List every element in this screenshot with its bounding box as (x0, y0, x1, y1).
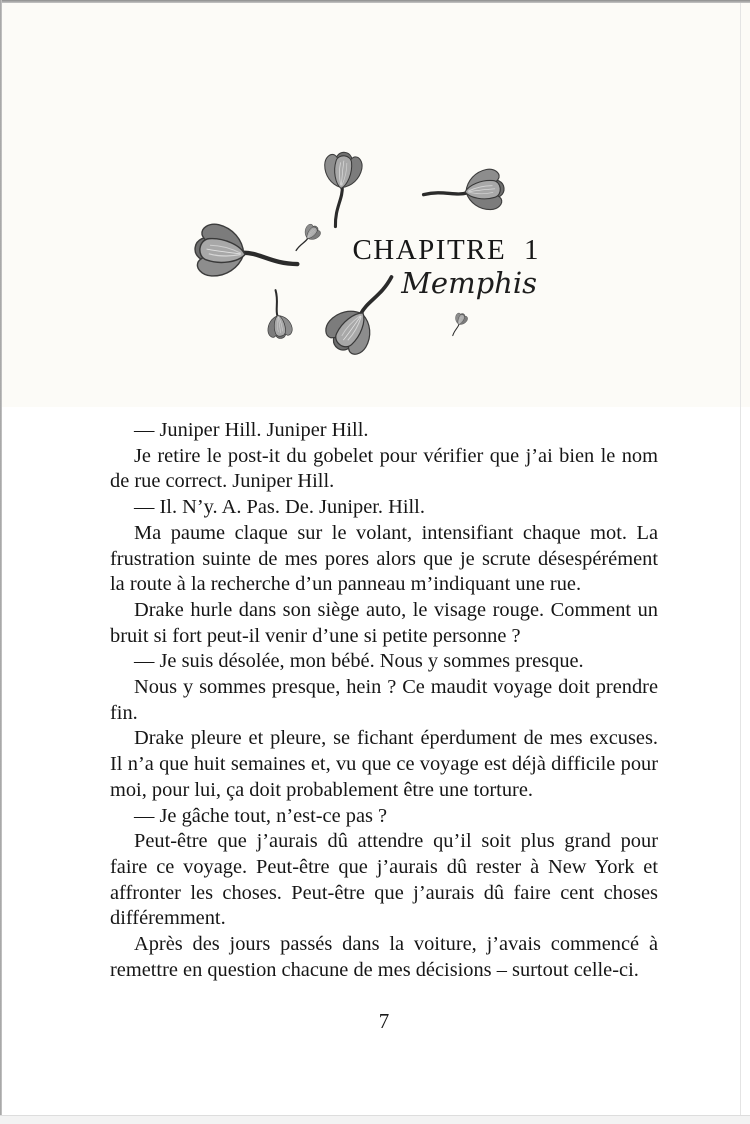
page-number: 7 (378, 1009, 390, 1034)
paragraph: — Je gâche tout, n’est-ce pas ? (134, 804, 388, 827)
tulip-flower-icon (417, 159, 512, 224)
page-right-edge-line (740, 0, 741, 1124)
chapter-title: CHAPITRE 1 (352, 234, 540, 266)
chapter-subtitle: Memphis (401, 266, 537, 301)
paragraph: Je retire le post-it du gobelet pour vérifier que j’ai bien le nom de rue correct. Juniper Hill. (110, 444, 658, 493)
chapter-header (0, 0, 750, 407)
paragraph: — Je suis désolée, mon bébé. Nous y sommes presque. (134, 650, 584, 673)
tulip-flower-icon (311, 145, 371, 233)
chapter-title-block (352, 235, 540, 300)
paragraph: Drake hurle dans son siège auto, le visage rouge. Comment un bruit si fort peut-il venir d’une si petite personne ? (110, 598, 658, 647)
tulip-bud-icon (445, 309, 472, 341)
paragraph: — Il. N’y. A. Pas. De. Juniper. Hill. (134, 496, 425, 519)
paragraph: Ma paume claque sur le volant, intensifiant chaque mot. La frustration suinte de mes pores alors que je scrute désespérément la route à la recherche d’un panneau m’indiquant une rue. (110, 521, 658, 596)
tulip-flower-icon (183, 211, 307, 298)
tulip-flower-icon (257, 286, 298, 344)
reader-bottom-bar (0, 1115, 750, 1124)
paragraph: Drake pleure et pleure, se fichant éperdument de mes excuses. Il n’a que huit semaines et, vu que ce voyage est déjà difficile pour moi, pour lui, ça doit probablement être une torture. (110, 727, 658, 801)
paragraph: Nous y sommes presque, hein ? Ce maudit voyage doit prendre fin. (110, 676, 658, 724)
window-top-border (0, 0, 750, 3)
chapter-body (110, 418, 658, 983)
paragraph: — Juniper Hill. Juniper Hill. (134, 419, 369, 441)
page-footer (0, 1009, 750, 1034)
paragraph: Peut-être que j’aurais dû attendre qu’il soit plus grand pour faire ce voyage. Peut-être que j’aurais dû rester à New York et affronter les choses. Peut-être que j’aurais dû faire cent choses différemment. (110, 830, 658, 930)
paragraph: Après des jours passés dans la voiture, j’avais commencé à remettre en question chacune de mes décisions – surtout celle-ci. (110, 933, 658, 981)
window-left-border (0, 0, 2, 1124)
